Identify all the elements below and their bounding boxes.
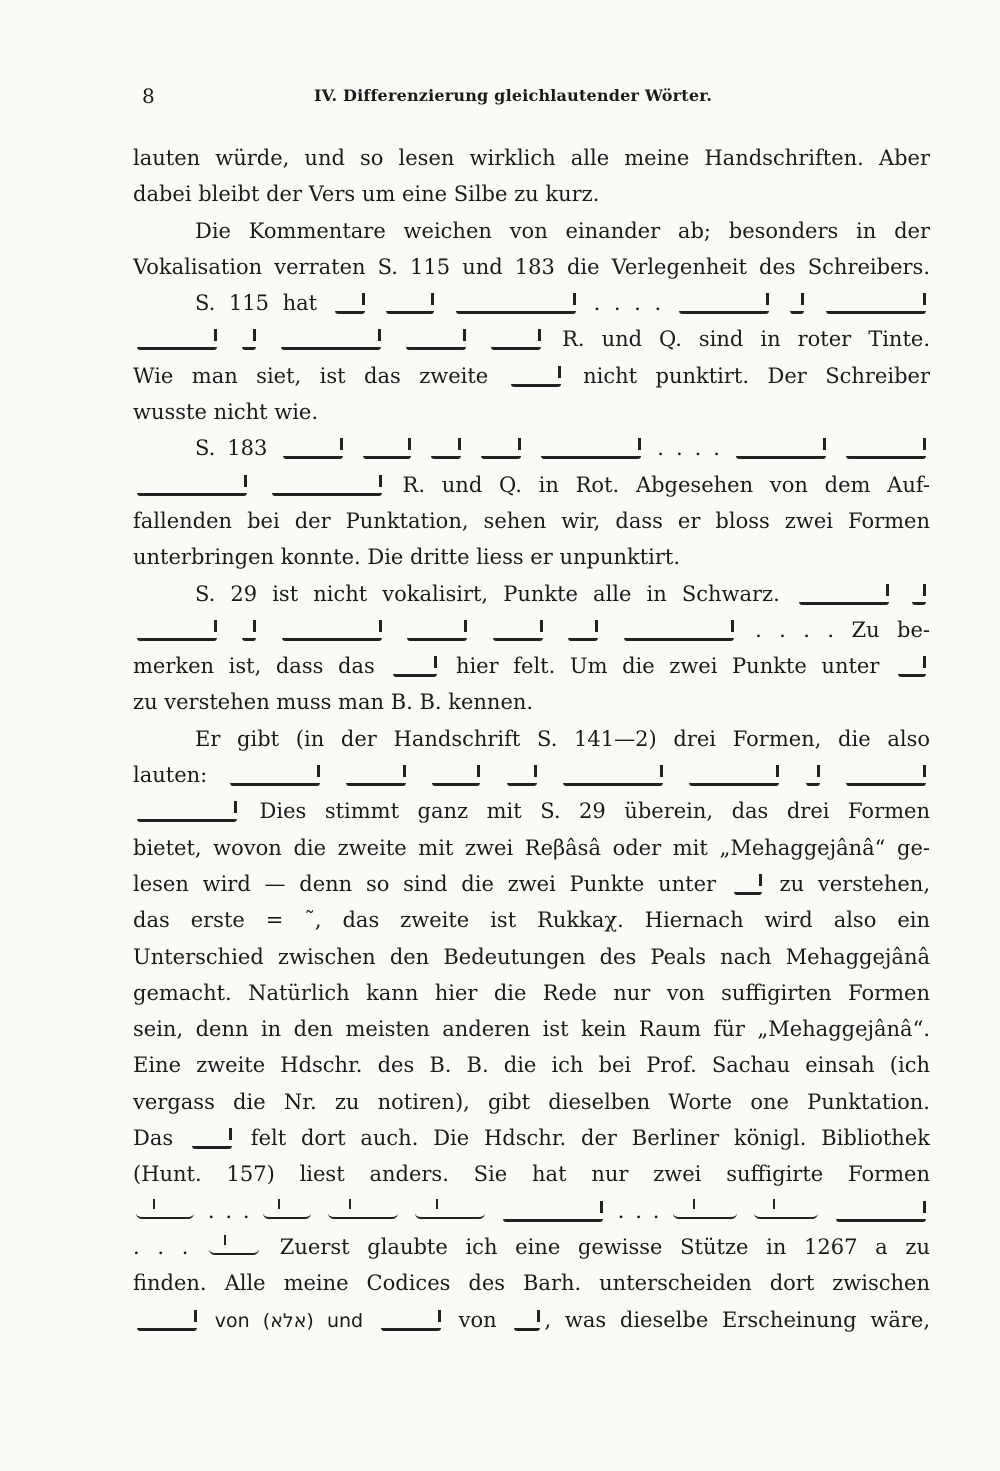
syriac-word <box>568 626 598 641</box>
line-text: von <box>458 1307 497 1332</box>
syriac-word <box>481 444 521 459</box>
syriac-word <box>624 626 734 641</box>
arabic-word <box>328 1207 398 1219</box>
syriac-word <box>137 626 217 641</box>
page-header <box>142 84 932 114</box>
text-line <box>133 1120 930 1156</box>
syriac-word <box>432 771 480 786</box>
syriac-word <box>242 335 256 350</box>
syriac-word <box>836 1207 926 1222</box>
arabic-word <box>209 1243 259 1255</box>
syriac-word <box>335 299 365 314</box>
syriac-word <box>346 771 406 786</box>
line-text: R. und Q. in Rot. Abgesehen von dem Auf- <box>402 472 930 497</box>
syriac-word <box>734 880 762 895</box>
syriac-word <box>381 1316 441 1331</box>
line-text: sein, denn in den meisten anderen ist kein Raum für „Mehaggejânâ“. <box>133 1017 930 1042</box>
text-line <box>133 576 930 612</box>
line-text: dabei bleibt der Vers um eine Silbe zu kurz. <box>133 182 600 207</box>
text-line <box>133 503 930 539</box>
line-text: . . . <box>133 1234 189 1259</box>
syriac-word <box>912 590 926 605</box>
line-text: lauten: <box>133 763 208 788</box>
arabic-word <box>263 1207 311 1219</box>
text-line <box>133 213 930 249</box>
syriac-word <box>541 444 641 459</box>
line-text: bietet, wovon die zweite mit zwei Reβâsâ oder mit „Mehaggejânâ“ ge- <box>133 835 930 860</box>
text-line <box>133 358 930 394</box>
syriac-word <box>846 771 926 786</box>
ellipsis: . . . . <box>593 291 662 316</box>
syriac-word <box>137 1316 197 1331</box>
syriac-word <box>386 299 434 314</box>
syriac-word <box>281 335 381 350</box>
syriac-word <box>406 335 466 350</box>
line-text: wusste nicht wie. <box>133 400 319 425</box>
arabic-word <box>754 1207 818 1219</box>
text-line <box>133 394 930 430</box>
text-line <box>133 176 930 212</box>
line-text: lauten würde, und so lesen wirklich alle meine Handschriften. Aber <box>133 146 930 170</box>
line-text: S. 183 <box>195 436 268 461</box>
text-line <box>133 140 930 176</box>
text-body <box>133 140 930 1338</box>
line-text: hier felt. Um die zwei Punkte unter <box>455 654 880 679</box>
syriac-word <box>679 299 769 314</box>
syriac-word <box>456 299 576 314</box>
line-text: von (אלא) und <box>214 1309 364 1332</box>
line-text: das erste = ˜, das zweite ist Rukkaχ. Hiernach wird also ein <box>133 908 930 933</box>
ellipsis: . . . <box>207 1198 250 1223</box>
syriac-word <box>282 626 382 641</box>
text-line <box>133 939 930 975</box>
syriac-word <box>272 481 382 496</box>
text-line <box>133 612 930 648</box>
syriac-word <box>192 1134 232 1149</box>
text-line <box>133 249 930 285</box>
line-text: Dies stimmt ganz mit S. 29 überein, das drei Formen <box>259 799 930 824</box>
line-text: finden. Alle meine Codices des Barh. unterscheiden dort zwischen <box>133 1271 930 1296</box>
syriac-word <box>407 626 467 641</box>
text-line <box>133 1193 930 1229</box>
text-line <box>133 721 930 757</box>
text-line <box>133 793 930 829</box>
arabic-word <box>136 1207 194 1219</box>
syriac-word <box>283 444 343 459</box>
syriac-word <box>826 299 926 314</box>
text-line <box>133 1265 930 1301</box>
text-line <box>133 1011 930 1047</box>
syriac-word <box>806 771 820 786</box>
text-line <box>133 975 930 1011</box>
line-text: Zuerst glaubte ich eine gewisse Stütze in 1267 a zu <box>279 1234 930 1259</box>
syriac-word <box>511 372 561 387</box>
line-text: (Hunt. 157) liest anders. Sie hat nur zwei suffigirte Formen <box>133 1162 930 1187</box>
line-text: felt dort auch. Die Hdschr. der Berliner königl. Bibliothek <box>250 1126 930 1151</box>
line-text: Wie man siet, ist das zweite <box>133 363 489 388</box>
line-text: Eine zweite Hdschr. des B. B. die ich bei Prof. Sachau einsah (ich <box>133 1053 930 1078</box>
syriac-word <box>431 444 461 459</box>
syriac-word <box>242 626 256 641</box>
line-text: merken ist, dass das <box>133 654 375 679</box>
text-line <box>133 757 930 793</box>
text-line <box>133 830 930 866</box>
syriac-word <box>563 771 663 786</box>
text-line <box>133 1229 930 1265</box>
line-text: , was dieselbe Erscheinung wäre, <box>544 1307 930 1332</box>
line-text: Die Kommentare weichen von einander ab; besonders in der <box>195 218 930 243</box>
arabic-word <box>415 1207 485 1219</box>
text-line <box>133 866 930 902</box>
line-text: gemacht. Natürlich kann hier die Rede nur von suffigirten Formen <box>133 980 930 1005</box>
syriac-word <box>790 299 804 314</box>
text-line <box>133 430 930 466</box>
line-text: vergass die Nr. zu notiren), gibt dieselben Worte one Punktation. <box>133 1089 930 1114</box>
syriac-word <box>493 626 543 641</box>
text-line <box>133 321 930 357</box>
ellipsis: . . . <box>617 1198 660 1223</box>
line-text: Zu be- <box>851 617 930 642</box>
ellipsis: . . . . <box>755 617 835 642</box>
syriac-word <box>137 335 217 350</box>
line-text: lesen wird — denn so sind die zwei Punkte unter <box>133 871 717 896</box>
line-text: Das <box>133 1126 174 1151</box>
line-text: unterbringen konnte. Die dritte liess er unpunktirt. <box>133 545 681 570</box>
line-text: Vokalisation verraten S. 115 und 183 die Verlegenheit des Schreibers. <box>133 254 930 279</box>
syriac-word <box>230 771 320 786</box>
line-text: R. und Q. sind in roter Tinte. <box>562 327 930 352</box>
ellipsis: . . . . <box>657 436 720 461</box>
text-line <box>133 684 930 720</box>
line-text: S. 115 hat <box>195 291 318 316</box>
text-line <box>133 1156 930 1192</box>
syriac-word <box>514 1316 540 1331</box>
running-title: IV. Differenzierung gleichlautender Wörter. <box>314 86 713 105</box>
line-text: Unterschied zwischen den Bedeutungen des Peals nach Mehaggejânâ <box>133 944 930 969</box>
syriac-word <box>503 1207 603 1222</box>
text-line <box>133 285 930 321</box>
text-line <box>133 902 930 938</box>
text-line <box>133 539 930 575</box>
syriac-word <box>689 771 779 786</box>
line-text: Er gibt (in der Handschrift S. 141—2) drei Formen, die also <box>195 726 930 751</box>
syriac-word <box>137 481 247 496</box>
syriac-word <box>898 662 926 677</box>
syriac-word <box>393 662 437 677</box>
syriac-word <box>799 590 889 605</box>
page-number: 8 <box>142 84 155 108</box>
line-text: zu verstehen muss man B. B. kennen. <box>133 690 534 715</box>
line-text: zu verstehen, <box>779 871 930 896</box>
syriac-word <box>491 335 541 350</box>
syriac-word <box>137 807 237 822</box>
line-text: S. 29 ist nicht vokalisirt, Punkte alle in Schwarz. <box>195 581 780 606</box>
text-line <box>133 1302 930 1338</box>
arabic-word <box>673 1207 737 1219</box>
syriac-word <box>846 444 926 459</box>
text-line <box>133 467 930 503</box>
text-line <box>133 1047 930 1083</box>
text-line <box>133 1084 930 1120</box>
syriac-word <box>363 444 411 459</box>
text-line <box>133 648 930 684</box>
syriac-word <box>736 444 826 459</box>
line-text: nicht punktirt. Der Schreiber <box>583 363 930 388</box>
syriac-word <box>507 771 537 786</box>
line-text: fallenden bei der Punktation, sehen wir, dass er bloss zwei Formen <box>133 508 930 533</box>
